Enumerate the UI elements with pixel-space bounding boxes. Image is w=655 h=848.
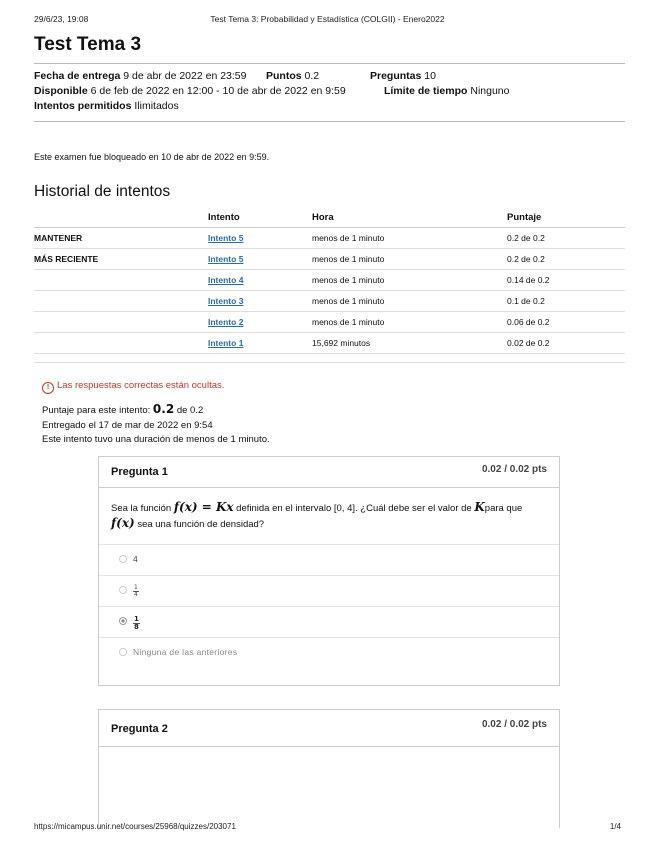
question-text: Sea la función f(x) = Kx definida en el intervalo [0, 4]. ¿Cuál debe ser el valor de Kpara que f(x) sea una función de densidad?: [111, 500, 523, 530]
page-url: https://micampus.unir.net/courses/25968/quizzes/203071: [34, 822, 236, 831]
locked-notice: Este examen fue bloqueado en 10 de abr de 2022 en 9:59.: [34, 152, 270, 162]
warning-icon: !: [42, 382, 54, 394]
row-label: [34, 270, 208, 291]
radio-icon[interactable]: [119, 648, 127, 656]
attempt-link[interactable]: Intento 3: [208, 296, 244, 306]
attempt-time: menos de 1 minuto: [312, 291, 507, 312]
radio-selected-icon[interactable]: [119, 617, 127, 625]
column-header: [34, 207, 208, 228]
column-header: Puntaje: [507, 207, 625, 228]
attempt-history-title: Historial de intentos: [34, 183, 171, 200]
attempt-time: menos de 1 minuto: [312, 228, 507, 249]
attempt-score-line: Puntaje para este intento: 0.2 de 0.2: [42, 402, 204, 416]
attempt-time: menos de 1 minuto: [312, 270, 507, 291]
row-label: [34, 291, 208, 312]
attempt-summary: [42, 402, 270, 448]
attempt-link[interactable]: Intento 1: [208, 338, 244, 348]
time-limit: Límite de tiempo Ninguno: [384, 85, 510, 97]
answer-option[interactable]: [99, 575, 559, 606]
row-label: [34, 312, 208, 333]
row-label: MÁS RECIENTE: [34, 249, 208, 270]
attempt-link[interactable]: Intento 2: [208, 317, 244, 327]
answer-list: [99, 544, 559, 668]
column-header: Intento: [208, 207, 312, 228]
answer-fraction: $\frac{1}{4}$: [134, 584, 138, 598]
question-title: Pregunta 1: [111, 466, 168, 478]
answer-text: 4: [133, 554, 138, 564]
attempt-time: 15,692 minutos: [312, 333, 507, 354]
column-header: Hora: [312, 207, 507, 228]
attempt-time: menos de 1 minuto: [312, 312, 507, 333]
attempt-score: 0.06 de 0.2: [507, 312, 625, 333]
attempt-time: menos de 1 minuto: [312, 249, 507, 270]
warning-text: Las respuestas correctas están ocultas.: [57, 380, 225, 391]
attempt-score: 0.1 de 0.2: [507, 291, 625, 312]
answer-text: Ninguna de las anteriores: [133, 647, 238, 657]
question-count: Preguntas 10: [370, 70, 436, 82]
attempt-score: 0.2 de 0.2: [507, 228, 625, 249]
submitted-line: Entregado el 17 de mar de 2022 en 9:54: [42, 419, 213, 431]
row-label: MANTENER: [34, 228, 208, 249]
points: Puntos 0.2: [266, 70, 320, 82]
table-spacer-row: [34, 354, 625, 363]
page-number: 1/4: [609, 822, 621, 831]
attempt-link[interactable]: Intento 4: [208, 275, 244, 285]
question-title: Pregunta 2: [111, 723, 168, 735]
attempt-score: 0.14 de 0.2: [507, 270, 625, 291]
attempt-history-table: [34, 207, 625, 363]
answer-fraction: $\frac{1}{8}$: [134, 615, 139, 631]
table-header-row: [34, 207, 625, 228]
attempt-link[interactable]: Intento 5: [208, 254, 244, 264]
answers-hidden-warning: [42, 380, 224, 394]
formula: K: [474, 500, 485, 514]
page-title: Test Tema 3: [34, 34, 142, 55]
question-1: [98, 456, 560, 686]
print-date: 29/6/23, 19:08: [34, 14, 89, 24]
allowed-attempts: Intentos permitidos Ilimitados: [34, 100, 179, 112]
due-date: Fecha de entrega 9 de abr de 2022 en 23:59: [34, 70, 247, 82]
duration-line: Este intento tuvo una duración de menos de 1 minuto.: [42, 434, 270, 445]
question-points: 0.02 / 0.02 pts: [481, 719, 547, 730]
formula: f(x) = Kx: [173, 500, 234, 514]
attempt-score-value: 0.2: [152, 402, 175, 416]
row-label: [34, 333, 208, 354]
quiz-details: [34, 63, 625, 122]
table-row: [34, 249, 625, 270]
attempt-score: 0.02 de 0.2: [507, 333, 625, 354]
answer-option-selected[interactable]: [99, 606, 559, 637]
table-row: [34, 270, 625, 291]
attempt-link[interactable]: Intento 5: [208, 233, 244, 243]
radio-icon[interactable]: [119, 586, 127, 594]
formula: f(x): [111, 516, 135, 530]
question-points: 0.02 / 0.02 pts: [481, 464, 547, 475]
radio-icon[interactable]: [119, 555, 127, 563]
table-row: [34, 291, 625, 312]
table-row: [34, 333, 625, 354]
attempt-score: 0.2 de 0.2: [507, 249, 625, 270]
table-row: [34, 312, 625, 333]
print-header: [34, 14, 621, 26]
print-document-title: Test Tema 3: Probabilidad y Estadística (COLGII) - Enero2022: [210, 14, 445, 24]
question-2: [98, 709, 560, 828]
availability: Disponible 6 de feb de 2022 en 12:00 - 10 de abr de 2022 en 9:59: [34, 85, 346, 97]
table-row: [34, 228, 625, 249]
answer-option[interactable]: [99, 637, 559, 668]
answer-option[interactable]: [99, 544, 559, 575]
